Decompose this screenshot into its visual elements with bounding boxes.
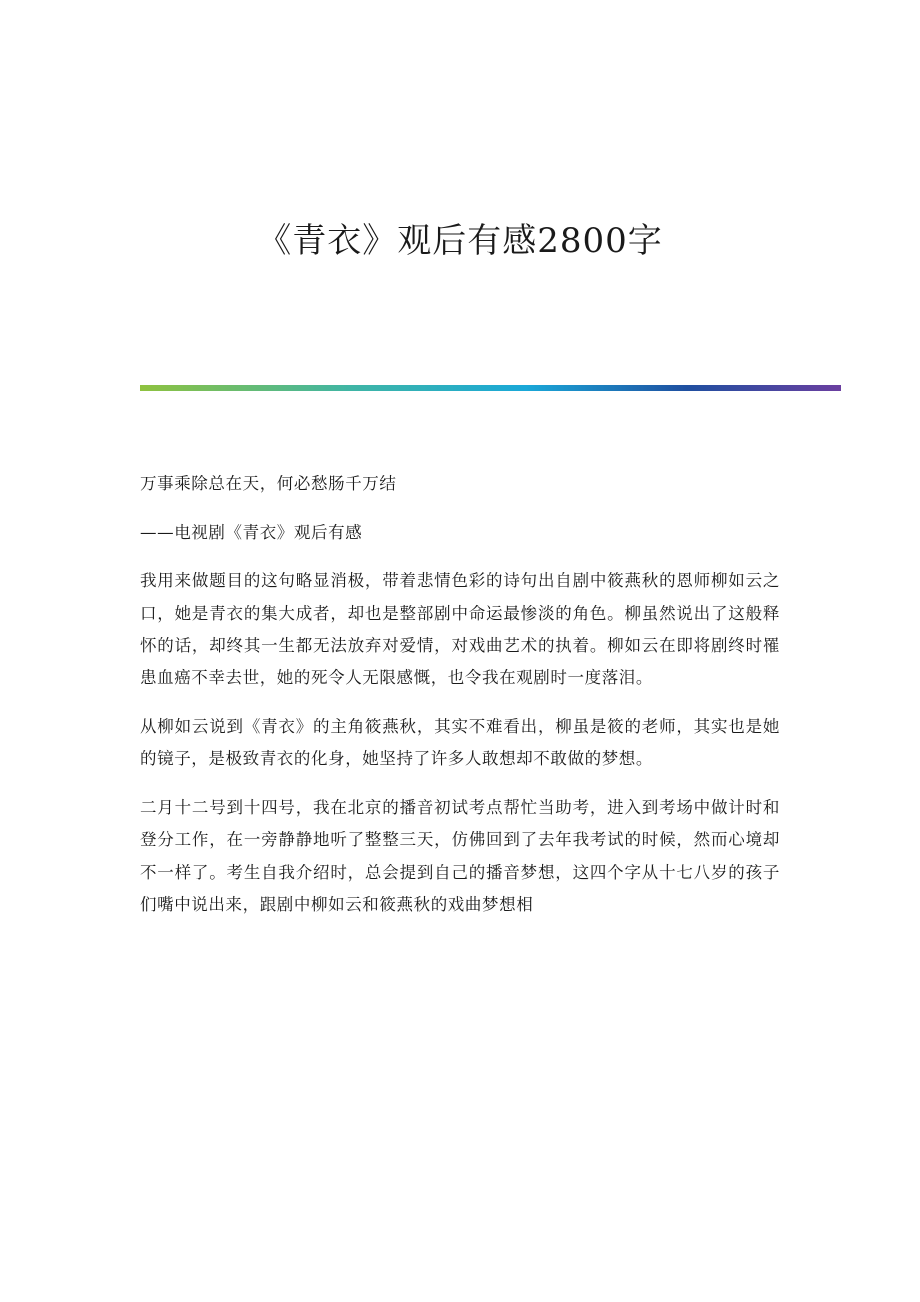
paragraph-body: 二月十二号到十四号，我在北京的播音初试考点帮忙当助考，进入到考场中做计时和登分工作，在一旁静静地听了整整三天，仿佛回到了去年我考试的时候，然而心境却不一样了。考生自我介绍时，总会提到自己的播音梦想，这四个字从十七八岁的孩子们嘴中说出来，跟剧中柳如云和筱燕秋的戏曲梦想相: [140, 798, 780, 915]
paragraph-body: 我用来做题目的这句略显消极，带着悲情色彩的诗句出自剧中筱燕秋的恩师柳如云之口，她是青衣的集大成者，却也是整部剧中命运最惨淡的角色。柳虽然说出了这般释怀的话，却终其一生都无法放弃对爱情，对戏曲艺术的执着。柳如云在即将剧终时罹患血癌不幸去世，她的死令人无限感慨，也令我在观剧时一度落泪。: [140, 571, 780, 688]
document-body: [140, 468, 780, 938]
title-divider: [140, 385, 841, 391]
paragraph-epigraph: 万事乘除总在天，何必愁肠千万结: [140, 474, 397, 493]
page-title: 《青衣》观后有感2800字: [257, 221, 663, 261]
paragraph-subtitle: ——电视剧《青衣》观后有感: [140, 522, 363, 542]
paragraph-body: 从柳如云说到《青衣》的主角筱燕秋，其实不难看出，柳虽是筱的老师，其实也是她的镜子，是极致青衣的化身，她坚持了许多人敢想却不敢做的梦想。: [140, 717, 780, 769]
